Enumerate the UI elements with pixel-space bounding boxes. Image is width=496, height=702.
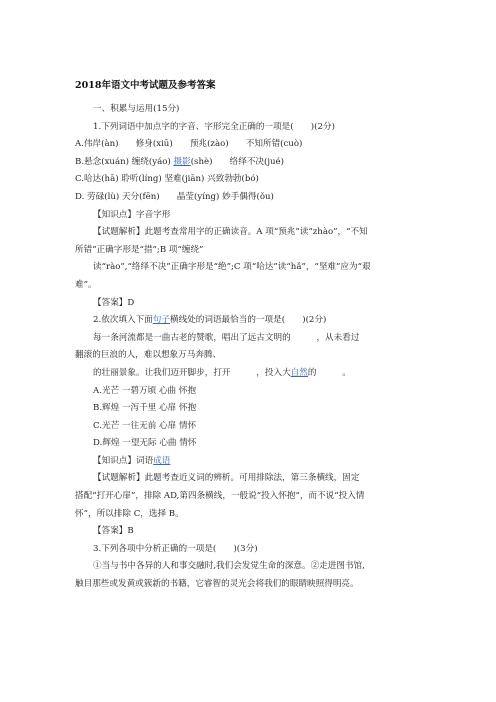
text-line: 的壮丽景象。让我们迈开脚步，打开 ，投入大自然的 。 <box>93 367 351 378</box>
text-line: 【试题解析】此题考查常用字的正确读音。A 项“预兆”读“zhào”，“不知 <box>93 227 368 238</box>
text-line: 2.依次填入下面句子横线处的词语最恰当的一项是( )(2分) <box>93 315 327 326</box>
text-line: 【答案】D <box>93 297 135 308</box>
text-line: D. 劳碌(lù) 天分(fēn) 晶莹(yíng) 妙手偶得(ǒu) <box>75 191 274 202</box>
document-title: 2018年语文中考试题及参考答案 <box>75 80 216 91</box>
text-line: B.悬念(xuán) 缠绕(yáo) 摄影(shè) 络绎不决(jué) <box>75 156 284 167</box>
text-line: 触目那些或发黄或簇新的书籍，它睿智的灵光会将我们的眼睛映照得明亮。 <box>75 579 359 590</box>
text-line: 一、积累与运用(15分) <box>93 104 180 114</box>
text-line: 每一条河流都是一曲古老的赞歌，唱出了远古文明的 ，从未看过 <box>93 332 360 343</box>
text-line: 【知识点】词语成语 <box>93 455 171 466</box>
text-line: 难”。 <box>75 279 97 290</box>
text-line: A.光芒 一碧万顷 心曲 怀抱 <box>93 385 197 396</box>
text-line: B.辉煌 一泻千里 心扉 怀抱 <box>93 403 197 414</box>
text-line: 读“rào”,“络绎不决”正确字形是“绝”;C 项“哈达”读“hǎ”，“坚难”应为“艰 <box>93 262 371 273</box>
document-body <box>75 101 425 594</box>
text-line: 所错”正确字形是“措”;B 项“缠绕” <box>75 244 204 255</box>
hyperlink[interactable]: 句子 <box>152 315 170 326</box>
text-line: C.光芒 一往无前 心扉 情怀 <box>93 420 197 431</box>
hyperlink[interactable]: 摄影 <box>173 156 191 167</box>
text-line: 【试题解析】此题考查近义词的辨析。可用排除法，第三条横线，固定 <box>93 473 360 484</box>
text-line: 怀”，所以排除 C，选择 B。 <box>75 508 184 519</box>
text-line: D.辉煌 一望无际 心曲 情怀 <box>93 438 197 449</box>
text-line: 1.下列词语中加点字的字音、字形完全正确的一项是( )(2分) <box>93 121 335 132</box>
text-line: 【知识点】字音字形 <box>93 209 171 220</box>
text-line: 翻滚的巨浪的人，难以想象万马奔腾、 <box>75 350 222 361</box>
text-line: C.哈达(hā) 聆听(líng) 坚难(jiān) 兴致勃勃(bó) <box>75 174 259 185</box>
text-line: 【答案】B <box>93 526 134 537</box>
text-line: 3.下列各项中分析正确的一项是( )(3分) <box>93 543 258 554</box>
text-line: A.伟岸(àn) 修身(xiū) 预兆(zào) 不知所错(cuò) <box>75 139 303 150</box>
text-line: 搭配“打开心扉”，排除 AD,第四条横线，一般说“投入怀抱”，而不说“投入情 <box>75 491 365 502</box>
hyperlink[interactable]: 自然 <box>290 367 308 378</box>
text-line: ①当与书中各异的人和事交融时,我们会发觉生命的深意。②走进图书馆, <box>93 561 365 572</box>
hyperlink[interactable]: 成语 <box>153 455 171 466</box>
